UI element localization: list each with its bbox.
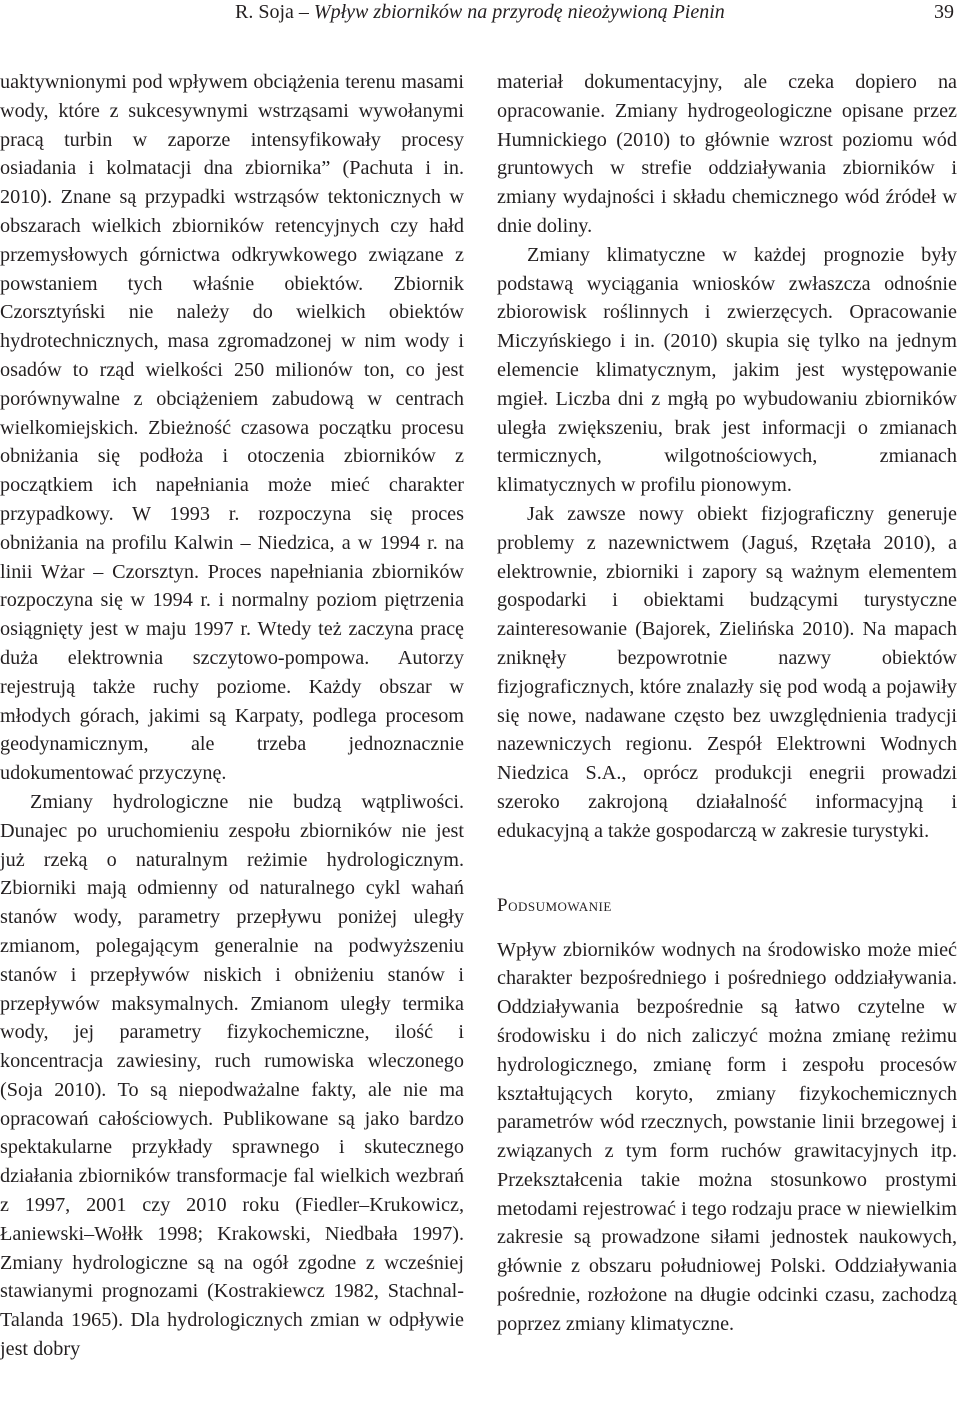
paragraph: materiał dokumentacyjny, ale czeka dopiero na opracowanie. Zmiany hydrogeologiczne opisane przez Humnickiego (2010) to głównie wzrost poziomu wód gruntowych w strefie oddziaływania zbiorników i zmiany wydajności i składu chemicznego wód źródeł w dnie doliny.	[497, 71, 957, 237]
running-title	[235, 0, 725, 24]
section-heading: Podsumowanie	[497, 894, 612, 916]
paragraph: Zmiany klimatyczne w każdej prognozie były podstawą wyciągania wniosków zwłaszcza odnośnie zbiorowisk roślinnych i zwierzęcych. Opracowanie Miczyńskiego i in. (2010) skupia się tylko na jednym elemencie klimatycznym, jakim jest występowanie mgieł. Liczba dni z mgłą po wybudowaniu zbiorników uległa zwiększeniu, brak jest informacji o zmianach termicznych, wilgotnościowych, zmianach klimatycznych w profilu pionowym.	[497, 243, 957, 497]
page-number: 39	[934, 1, 954, 23]
right-column	[497, 68, 957, 1339]
header-article-title: Wpływ zbiorników na przyrodę nieożywioną Pienin	[313, 1, 725, 23]
running-header	[0, 0, 960, 24]
paragraph: Jak zawsze nowy obiekt fizjograficzny generuje problemy z nazewnictwem (Jaguś, Rzętała 2010), a elektrownie, zbiorniki i zapory są ważnym elementem gospodarki i obiektami budzącymi turystyczne zainteresowanie (Bajorek, Zielińska 2010). Na mapach zniknęły bezpowrotnie nazwy obiektów fizjograficznych, które znalazły się pod wodą a pojawiły się nowe, nadawane często bez uwzględnienia tradycji nazewniczych regionu. Zespół Elektrowni Wodnych Niedzica S.A., oprócz produkcji enegrii prowadzi szeroko zakrojoną działalność informacyjną i edukacyjną a także gospodarczą w zakresie turystyki.	[497, 502, 957, 842]
left-column	[0, 68, 464, 1364]
header-author: R. Soja –	[235, 1, 314, 23]
summary-paragraph: Wpływ zbiorników wodnych na środowisko może mieć charakter bezpośredniego i pośredniego oddziaływania. Oddziaływania bezpośrednie są łatwo czytelne w środowisku i do nich zaliczyć można zmianę reżimu hydrologicznego, zmianę form i zespołu procesów kształtujących koryto, zmiany fizykochemicznych parametrów wód rzecznych, powstanie linii brzegowej i związanych z tym form ruchów grawitacyjnych itp. Przekształcenia takie można stosunkowo prostymi metodami rejestrować i tego rodzaju prace w niewielkim zakresie są prowadzone siłami jednostek naukowych, głównie z obszaru południowej Polski. Oddziaływania pośrednie, rozłożone na długie odcinki czasu, zachodzą poprzez zmiany klimatyczne.	[497, 938, 957, 1335]
paragraph: Zmiany hydrologiczne nie budzą wątpliwości. Dunajec po uruchomieniu zespołu zbiorników nie jest już rzeką o naturalnym reżimie hydrologicznym. Zbiorniki mają odmienny od naturalnego cykl wahań stanów wody, parametry przepływu poniżej uległy zmianom, polegającym generalnie na podwyższeniu stanów i przepływów niskich i obniżeniu stanów i przepływów maksymalnych. Zmianom uległy termika wody, jej parametry fizykochemiczne, ilość i koncentracja zawiesiny, ruch rumowiska wleczonego (Soja 2010). To są niepodważalne fakty, ale nie ma opracowań całościowych. Publikowane są jako bardzo spektakularne przykłady sprawnego i skutecznego działania zbiorników transformacje fal wielkich wezbrań z 1997, 2001 czy 2010 roku (Fiedler–Krukowicz, Łaniewski–Wołłk 1998; Krakowski, Niedbała 1997). Zmiany hydrologiczne są na ogół zgodne z wcześniej stawianymi prognozami (Kostrakiewcz 1982, Stachnal-Talanda 1965). Dla hydrologicznych zmian w odpływie jest dobry	[0, 790, 464, 1361]
paragraph: uaktywnionymi pod wpływem obciążenia terenu masami wody, które z sukcesywnymi wstrząsami wywołanymi pracą turbin w zaporze intensyfikowały procesy osiadania i kolmatacji dna zbiornika” (Pachuta i in. 2010). Znane są przypadki wstrząsów tektonicznych w obszarach wielkich zbiorników retencyjnych czy hałd przemysłowych górnictwa odkrywkowego związane z powstaniem tych właśnie obiektów. Zbiornik Czorsztyński nie należy do wielkich obiektów hydrotechnicznych, masa zgromadzonej w nim wody i osadów to rząd wielkości 250 milionów ton, co jest porównywalne z obciążeniem zabudową w centrach wielkomiejskich. Zbieżność czasowa początku procesu obniżania się podłoża i otoczenia zbiorników z początkiem ich napełniania może mieć charakter przypadkowy. W 1993 r. rozpoczyna się proces obniżania na profilu Kalwin – Niedzica, a w 1994 r. na linii Wżar – Czorsztyn. Proces napełniania zbiorników rozpoczyna się w 1994 r. i normalny poziom piętrzenia osiągnięty jest w maju 1997 r. Wtedy też zaczyna pracę duża elektrownia szczytowo-pompowa. Autorzy rejestrują także ruchy poziome. Każdy obszar w młodych górach, jakimi są Karpaty, podlega procesom geodynamicznym, ale trzeba jednoznacznie udokumentować przyczynę.	[0, 71, 464, 785]
